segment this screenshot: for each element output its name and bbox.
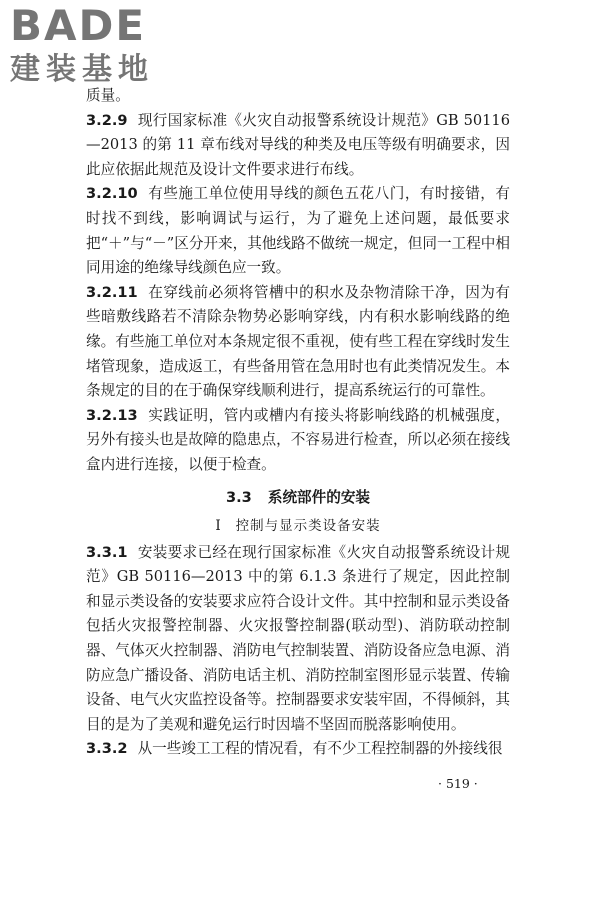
clause-number: 3.3.1 [86, 543, 128, 561]
clause-number: 3.2.9 [86, 111, 128, 129]
clause-text: 实践证明，管内或槽内有接头将影响线路的机械强度，另外有接头也是故障的隐患点，不容易进行检查，所以必须在接线盒内进行连接，以便于检查。 [86, 406, 510, 473]
clause-text: 从一些竣工工程的情况看，有不少工程控制器的外接线很 [137, 740, 503, 758]
paragraph-continuation: 质量。 [86, 87, 130, 104]
clause-number: 3.3.2 [86, 740, 128, 758]
clause-number: 3.2.13 [86, 406, 138, 424]
logo-wordmark-text: BADE [10, 1, 147, 50]
clause-3-2-11 [86, 281, 510, 404]
clause-3-2-9 [86, 109, 510, 183]
section-title: 系统部件的安装 [267, 488, 371, 506]
clause-text: 现行国家标准《火灾自动报警系统设计规范》GB 50116—2013 的第 11 章布线对导线的种类及电压等级有明确要求，因此应依据此规范及设计文件要求进行布线。 [86, 111, 510, 178]
logo-subtitle: 建装基地 [10, 52, 154, 87]
clause-3-2-10 [86, 182, 510, 280]
logo [10, 2, 180, 94]
page-number: · 519 · [438, 776, 478, 791]
clause-3-3-1 [86, 541, 510, 738]
clause-3-3-2 [86, 737, 510, 762]
subsection-title: 控制与显示类设备安装 [235, 518, 381, 535]
subsection-heading [86, 514, 510, 539]
subsection-numeral: Ⅰ [215, 518, 222, 535]
clause-text: 有些施工单位使用导线的颜色五花八门，有时接错，有时找不到线，影响调试与运行，为了避免上述问题，最低要求把“＋”与“－”区分开来，其他线路不做统一规定，但同一工程中相同用途的绝缘导线颜色应一致。 [86, 185, 510, 277]
document-body [86, 84, 510, 762]
clause-text: 在穿线前必须将管槽中的积水及杂物清除干净，因为有些暗敷线路若不清除杂物势必影响穿线，内有积水影响线路的绝缘。有些施工单位对本条规定很不重视，使有些工程在穿线时发生堵管现象，造成返工，有些备用管在急用时也有此类情况发生。本条规定的目的在于确保穿线顺利进行，提高系统运行的可靠性。 [86, 283, 510, 400]
section-heading [86, 486, 510, 511]
clause-number: 3.2.10 [86, 185, 138, 203]
clause-3-2-13 [86, 404, 510, 478]
section-number: 3.3 [225, 488, 252, 506]
logo-wordmark [10, 2, 146, 50]
clause-text: 安装要求已经在现行国家标准《火灾自动报警系统设计规范》GB 50116—2013 中的第 6.1.3 条进行了规定，因此控制和显示类设备的安装要求应符合设计文件。其中控制和显示类设备包括火灾报警控制器、火灾报警控制器(联动型)、消防联动控制器、气体灭火控制器、消防电气控制装置、消防设备应急电源、消防应急广播设备、消防电话主机、消防控制室图形显示装置、传输设备、电气火灾监控设备等。控制器要求安装牢固，不得倾斜，其目的是为了美观和避免运行时因墙不坚固而脱落影响使用。 [86, 543, 510, 733]
clause-number: 3.2.11 [86, 283, 138, 301]
